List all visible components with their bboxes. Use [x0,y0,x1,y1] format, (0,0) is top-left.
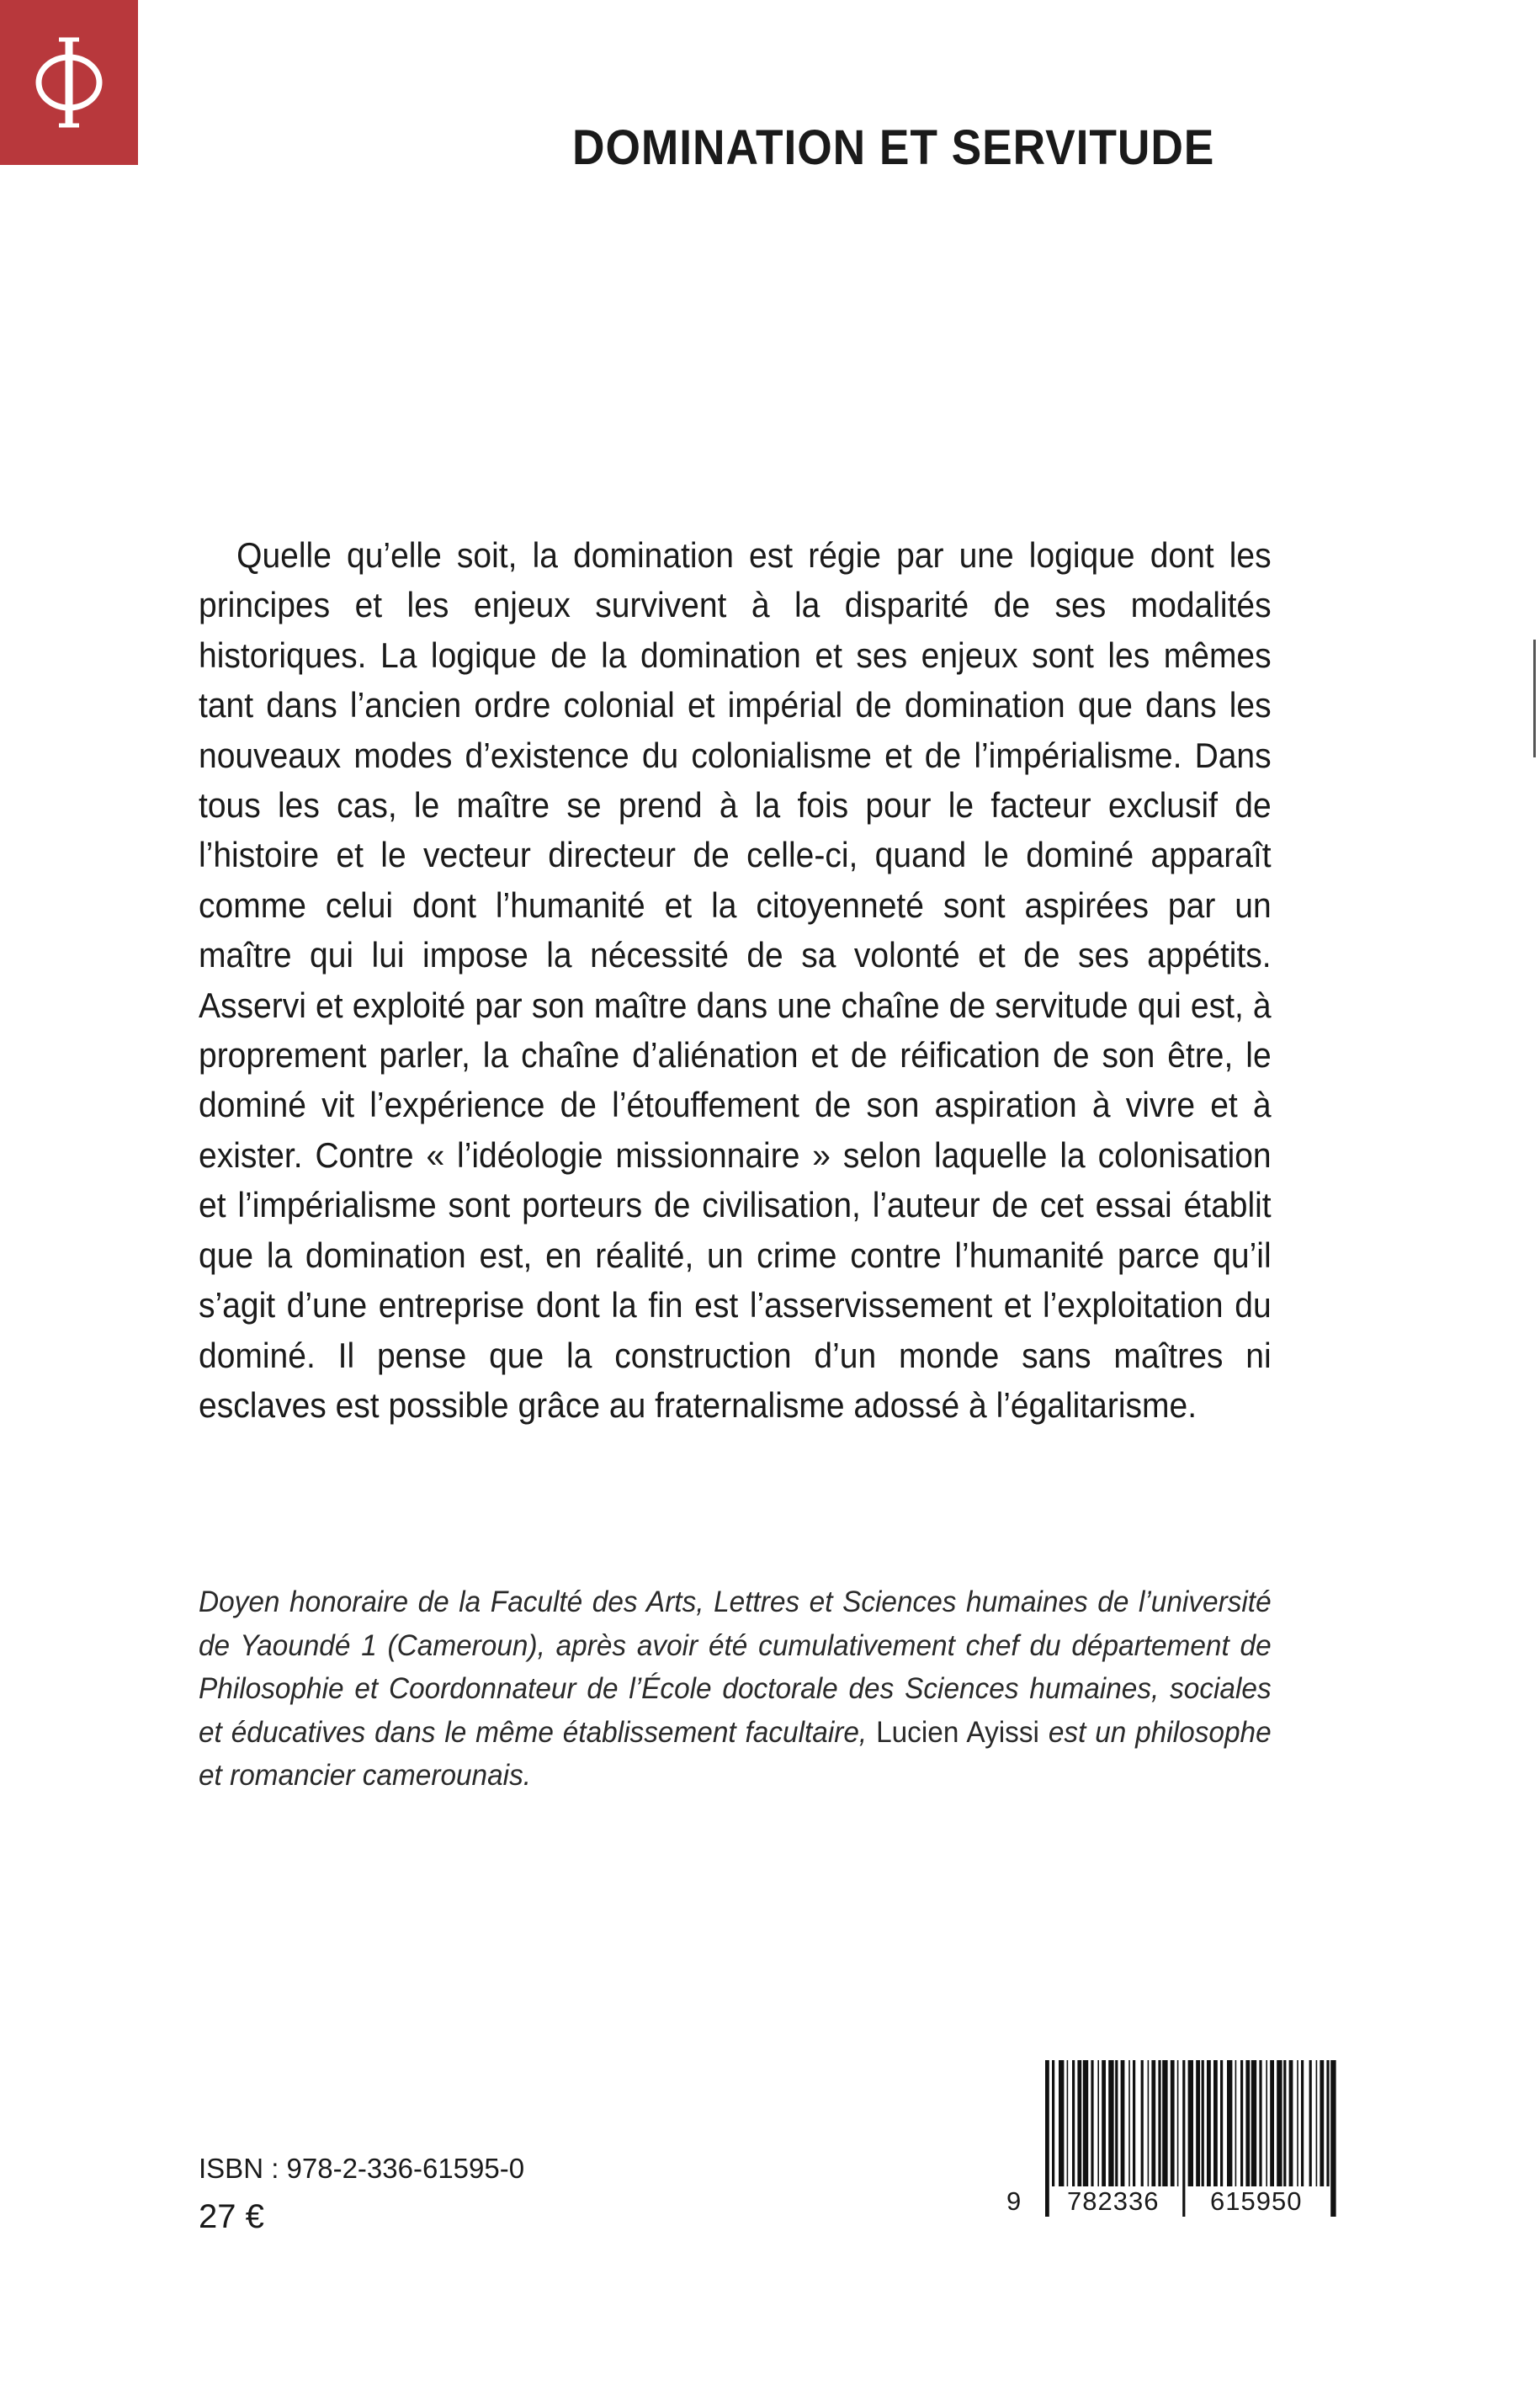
barcode [1006,2060,1351,2225]
author-bio [199,1580,1272,1798]
publisher-logo [0,0,138,165]
phi-logo-icon [30,32,108,133]
author-bio-text-end: est un philosophe et romancier camerounais. [199,1714,1272,1792]
book-title: DOMINATION ET SERVITUDE [572,120,1215,175]
barcode-right-group: 615950 [1210,2186,1303,2216]
isbn: ISBN : 978-2-336-61595-0 [199,2153,525,2184]
author-name: Lucien Ayissi [876,1714,1039,1749]
back-cover-blurb: Quelle qu’elle soit, la domination est régie par une logique dont les principes et les enjeux survivent à la disparité de ses modalités historiques. La logique de la domination et ses enjeux sont les mêmes tant dans l’ancien ordre colonial et impérial de domination que dans les nouveaux modes d’existence du colonialisme et de l’impérialisme. Dans tous les cas, le maître se prend à la fois pour le facteur exclusif de l’histoire et le vecteur directeur de celle-ci, quand le dominé apparaît comme celui dont l’humanité et la citoyenneté sont aspirées par un maître qui lui impose la nécessité de sa volonté et de ses appétits. Asservi et exploité par son maître dans une chaîne de servitude qui est, à proprement parler, la chaîne d’aliénation et de réification de son être, le dominé vit l’expérience de l’étouffement de son aspiration à vivre et à exister. Contre « l’idéologie missionnaire » selon laquelle la colonisation et l’impérialisme sont porteurs de civilisation, l’auteur de cet essai établit que la domination est, en réalité, un crime contre l’humanité parce qu’il s’agit d’une entreprise dont la fin est l’asservissement et l’exploitation du dominé. Il pense que la construction d’un monde sans maîtres ni esclaves est possible grâce au fraternalisme adossé à l’égalitarisme. [199,535,1272,1425]
author-bio-text: Doyen honoraire de la Faculté des Arts, Lettres et Sciences humaines de l’université de Yaoundé 1 (Cameroun), après avoir été cumulativement chef du département de Philosophie et Coordonnateur de l’École doctorale des Sciences humaines, sociales et éducatives dans le même établissement facultaire, [199,1585,1272,1749]
barcode-first-digit: 9 [1006,2186,1022,2216]
edge-mark [1533,640,1536,757]
barcode-left-group: 782336 [1067,2186,1160,2216]
price: 27 € [199,2198,264,2235]
